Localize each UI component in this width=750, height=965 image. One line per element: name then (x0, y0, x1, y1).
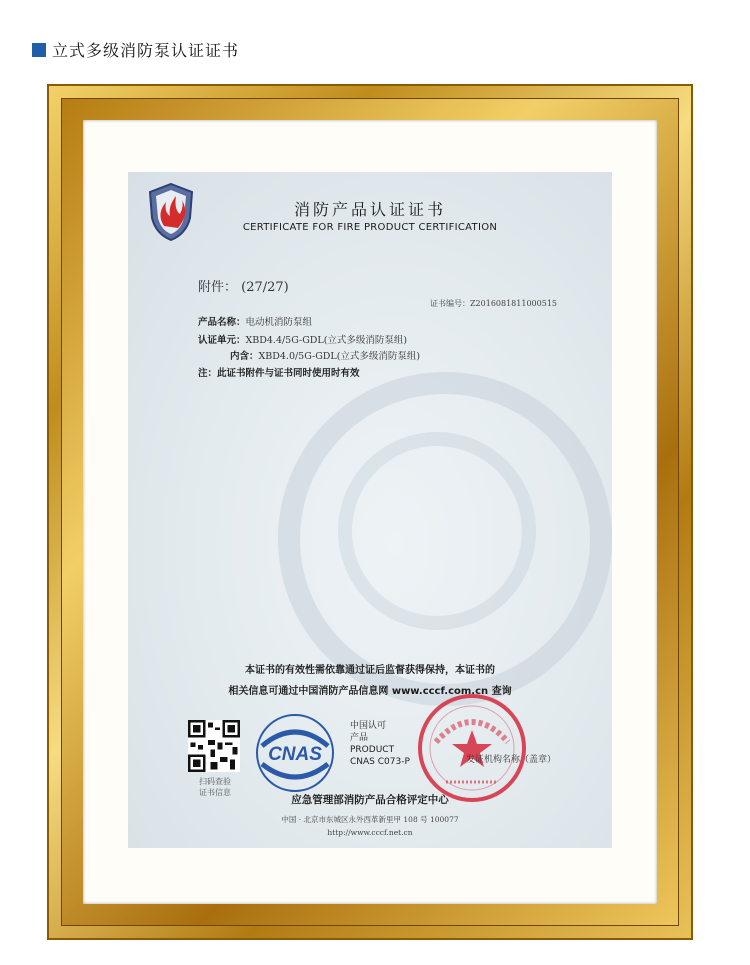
certificate-document (128, 172, 612, 848)
cnas-line-2: 产品 (350, 733, 369, 743)
qr-code-icon (188, 720, 240, 772)
cnas-accreditation-text (350, 720, 410, 768)
cnas-line-4: CNAS C073-P (350, 757, 410, 767)
validity-line-1: 本证书的有效性需依靠通过证后监督获得保持，本证书的 (245, 665, 495, 676)
issuer-address: 中国 · 北京市东城区永外西革新里甲 108 号 100077 (281, 815, 459, 824)
certificate-note: 注：此证书附件与证书同时使用时有效 (198, 368, 360, 379)
certificate-number: 证书编号：Z2016081811000515 (430, 299, 557, 308)
attachment-number: 附件： (27/27) (198, 280, 289, 295)
validity-statement (128, 660, 612, 702)
product-name-row (198, 314, 312, 328)
unit-row (198, 332, 407, 346)
cnas-logo-text: CNAS (268, 744, 322, 765)
validity-line-2: 相关信息可通过中国消防产品信息网 www.cccf.com.cn 查询 (228, 686, 512, 697)
product-name-value: 电动机消防泵组 (245, 317, 313, 328)
unit-value: XBD4.4/5G-GDL(立式多级消防泵组) (245, 335, 408, 346)
issuer-website: http://www.cccf.net.cn (327, 828, 413, 837)
heading-square-icon (32, 43, 46, 57)
unit-label: 认证单元： (198, 335, 246, 346)
product-name-label: 产品名称： (198, 317, 246, 328)
certificate-subtitle: CERTIFICATE FOR FIRE PRODUCT CERTIFICATION (242, 222, 498, 233)
watermark-ring-inner (338, 432, 536, 630)
cnas-logo (254, 712, 336, 794)
contains-row (230, 348, 420, 362)
qr-caption-line-1: 扫码查验 (199, 777, 231, 786)
qr-caption-line-2: 证书信息 (199, 788, 231, 797)
page-heading (32, 38, 239, 61)
heading-text: 立式多级消防泵认证证书 (52, 41, 240, 60)
seal-caption: 发证机构名称（盖章） (466, 755, 557, 765)
contains-value: XBD4.0/5G-GDL(立式多级消防泵组) (258, 351, 421, 362)
cnas-line-3: PRODUCT (350, 745, 395, 755)
contains-label: 内含： (230, 351, 259, 362)
issuer-name: 应急管理部消防产品合格评定中心 (291, 794, 449, 806)
certificate-title: 消防产品认证证书 (293, 200, 446, 219)
official-seal-stamp (416, 692, 528, 804)
cnas-line-1: 中国认可 (350, 721, 387, 731)
